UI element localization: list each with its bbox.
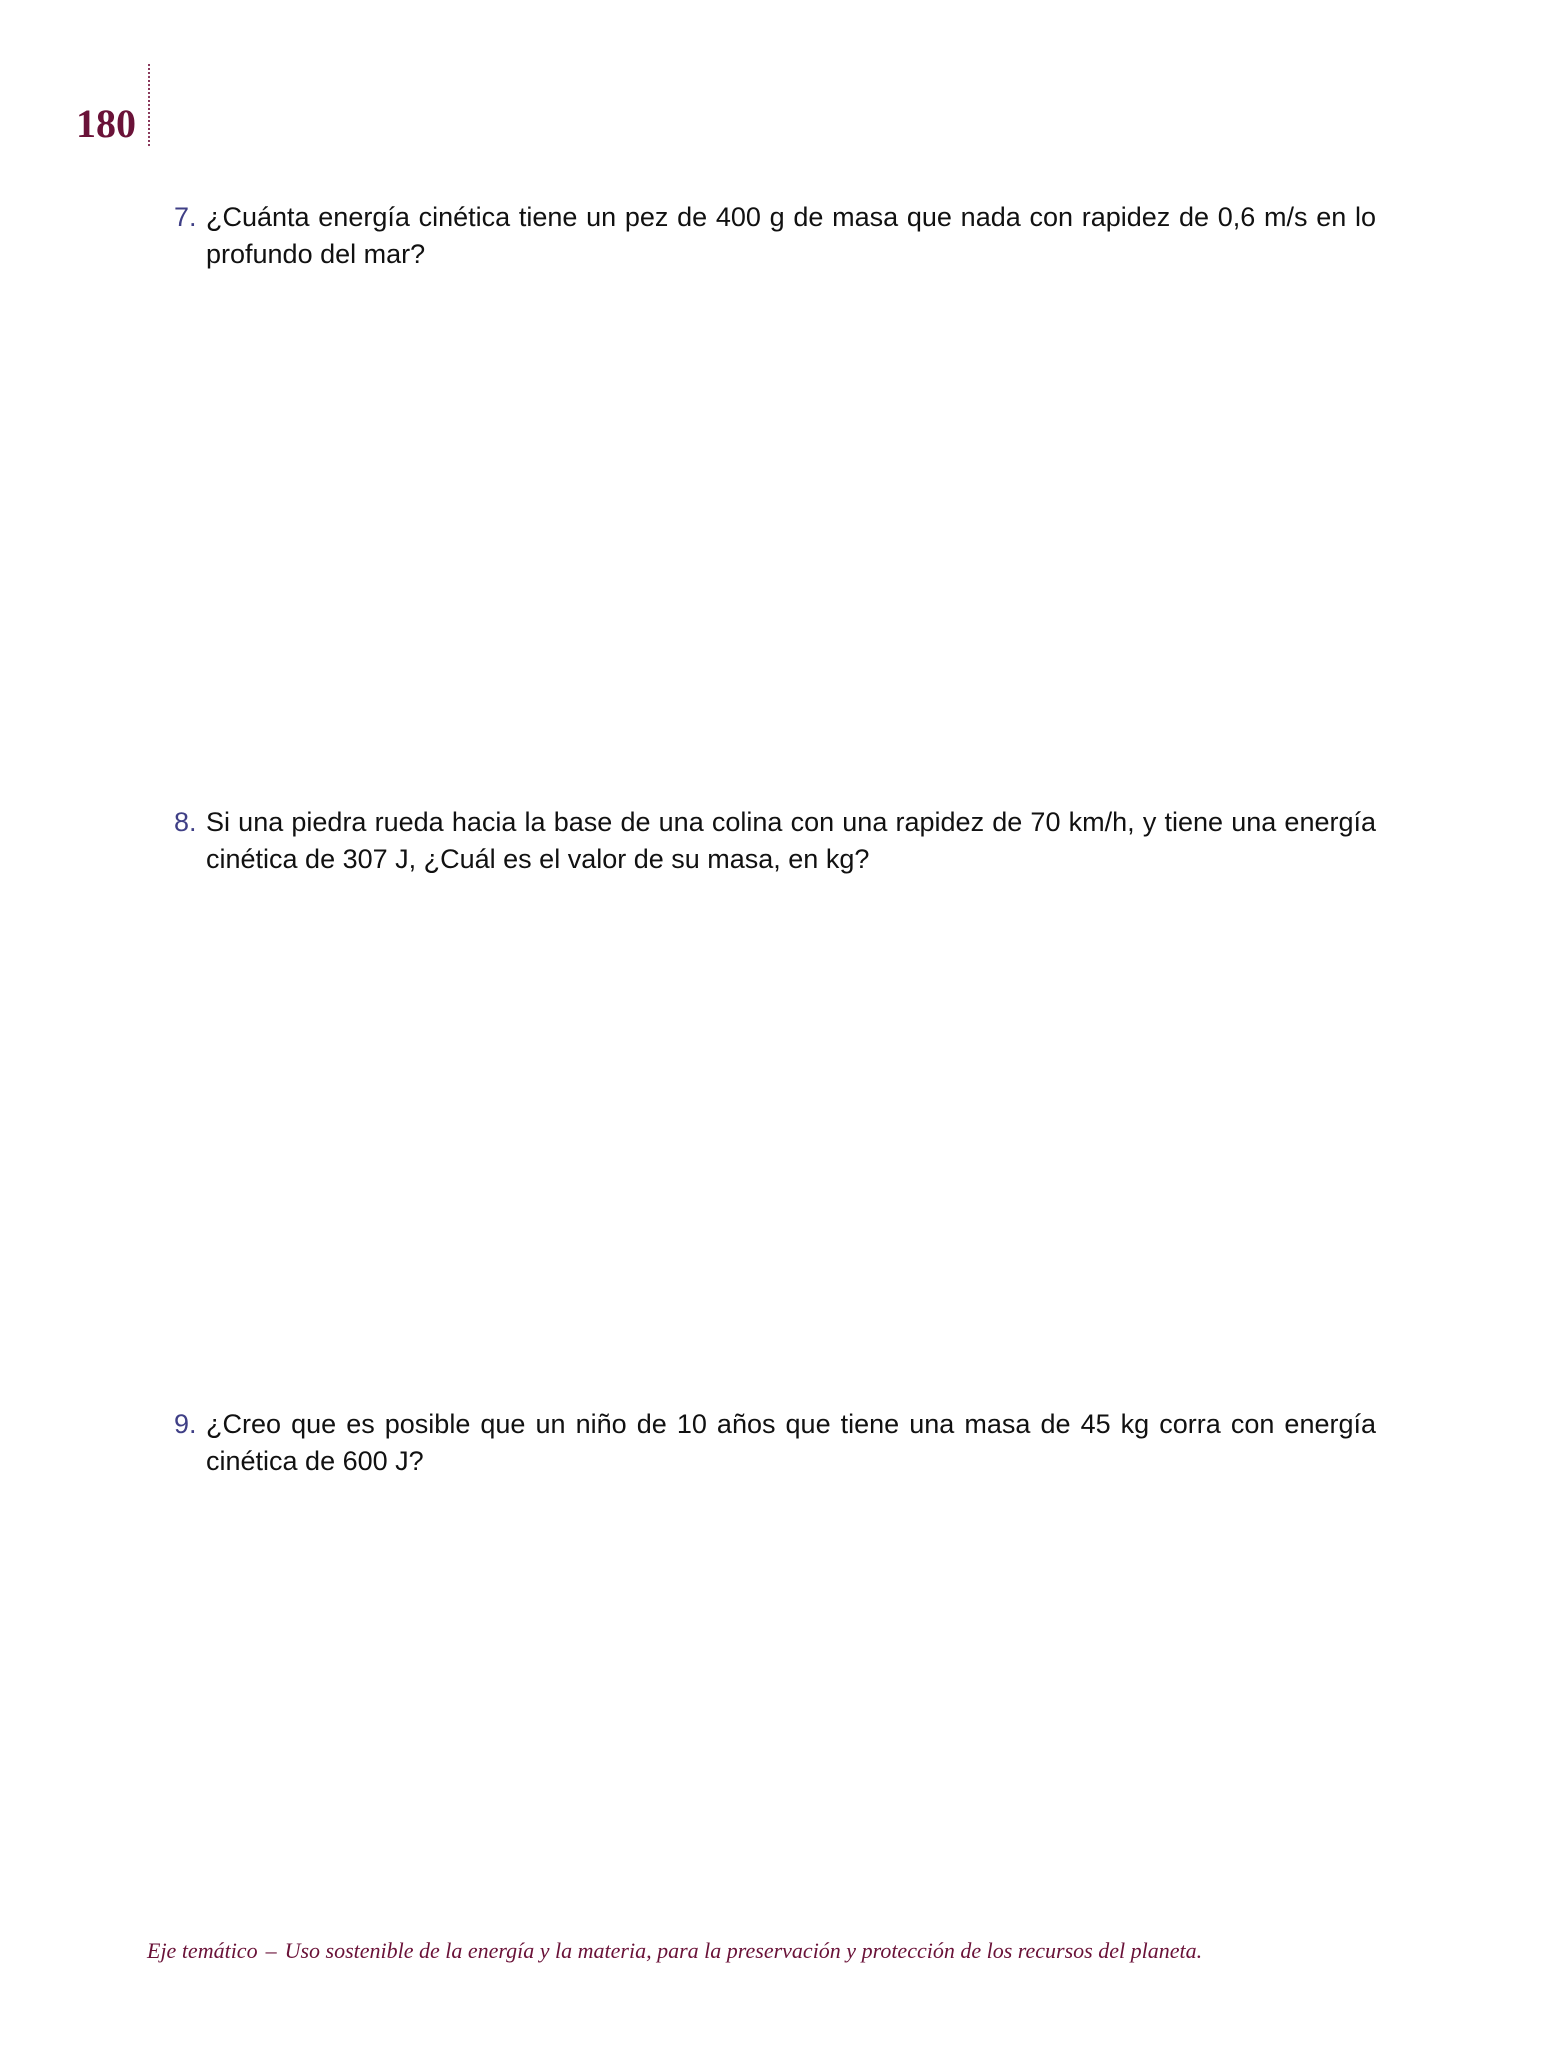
footer-text: Uso sostenible de la energía y la materia, para la preservación y protección de los recursos del planeta. [284, 1938, 1203, 1963]
footer [147, 1938, 1202, 1964]
question-text: ¿Cuánta energía cinética tiene un pez de 400 g de masa que nada con rapidez de 0,6 m/s en lo profundo del mar? [206, 202, 1376, 269]
footer-label: Eje temático [147, 1938, 258, 1963]
question-text: Si una piedra rueda hacia la base de una colina con una rapidez de 70 km/h, y tiene una energía cinética de 307 J, ¿Cuál es el valor de su masa, en kg? [206, 807, 1376, 874]
question-number: 9. [174, 1409, 197, 1439]
question-8 [174, 804, 1376, 878]
question-number: 7. [174, 202, 197, 232]
question-9 [174, 1406, 1376, 1480]
question-number: 8. [174, 807, 197, 837]
footer-separator: – [265, 1938, 277, 1963]
page-number-divider [148, 64, 150, 146]
question-7 [174, 199, 1376, 273]
question-text: ¿Creo que es posible que un niño de 10 años que tiene una masa de 45 kg corra con energía cinética de 600 J? [206, 1409, 1376, 1476]
page-number: 180 [76, 101, 136, 146]
